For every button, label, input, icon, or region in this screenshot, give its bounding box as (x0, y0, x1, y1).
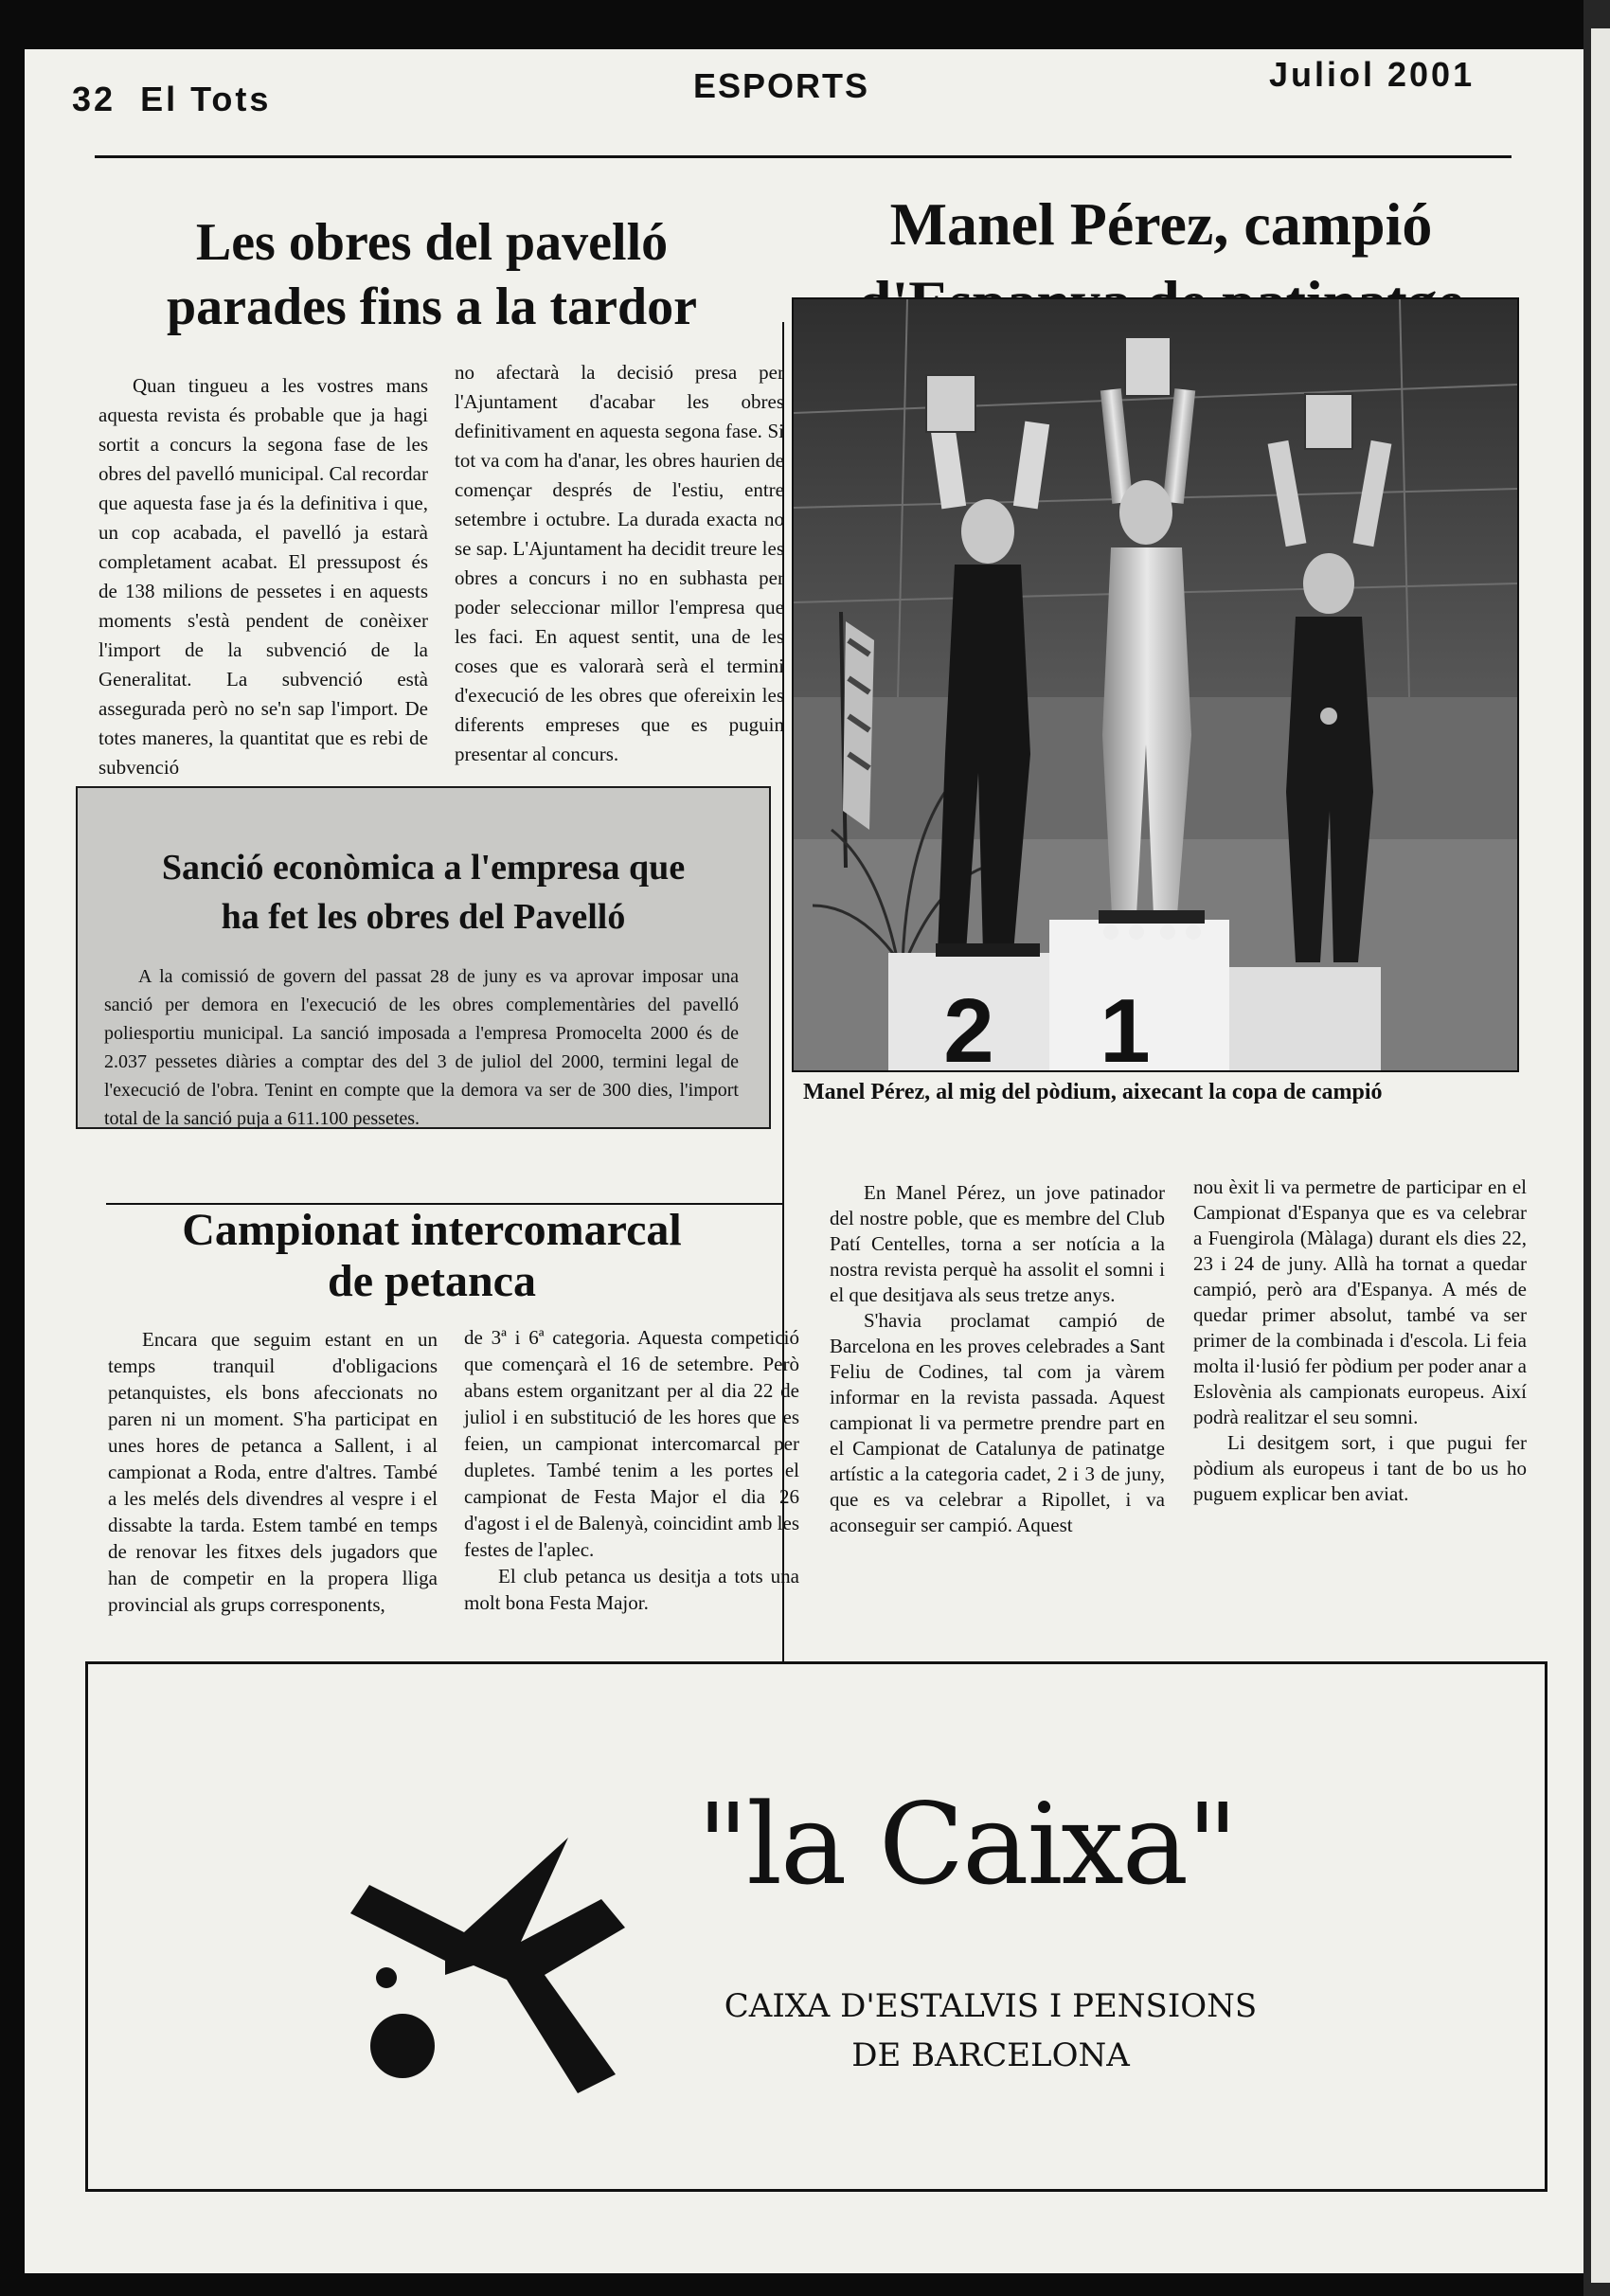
sancio-headline-line2: ha fet les obres del Pavelló (221, 897, 626, 937)
la-caixa-subtitle-line1: CAIXA D'ESTALVIS I PENSIONS (724, 1987, 1258, 2025)
photo-caption: Manel Pérez, al mig del pòdium, aixecant la copa de campió (803, 1080, 1383, 1104)
sancio-headline (95, 843, 752, 942)
podium-illustration (794, 299, 1517, 1070)
la-caixa-advertisement (85, 1661, 1547, 2192)
manel-text-col1 (830, 1180, 1165, 1538)
petanca-text-col2 (464, 1324, 799, 1616)
manel-text-col1-p1: En Manel Pérez, un jove patinador del nostre poble, que es membre del Club Patí Centelles, torna a ser notícia a la nostra revista perquè ha assolit el somni i el que desitjava als seus tretze anys. (830, 1181, 1165, 1306)
issue-date: Juliol 2001 (1269, 55, 1476, 94)
petanca-headline (100, 1205, 763, 1307)
podium-block-third (1229, 967, 1381, 1070)
section-label: ESPORTS (693, 66, 870, 105)
pavello-headline-line1: Les obres del pavelló (195, 213, 669, 272)
petanca-text-col2-p1: de 3ª i 6ª categoria. Aquesta competició que començarà el 16 de setembre. Però abans estem organitzant per al dia 22 de juliol i en substitució de les hores que es feien, un campionat intercomarcal per dupletes. També tenim a les portes el campionat de Festa Major el dia 26 d'agost i el de Balenyà, coincidint amb les festes de l'aplec. (464, 1326, 799, 1561)
la-caixa-brand: "la Caixa" (697, 1779, 1237, 1910)
petanca-headline-line1: Campionat intercomarcal (182, 1205, 682, 1255)
pavello-headline-line2: parades fins a la tardor (167, 278, 697, 336)
podium-photo (792, 297, 1519, 1072)
page-header-left (72, 80, 271, 119)
podium-number-second: 2 (943, 980, 994, 1070)
page-number: 32 (72, 80, 116, 118)
manel-text-col1-p2: S'havia proclamat campió de Barcelona en les proves celebrades a Sant Feliu de Codines, tal com ja vàrem informar en la revista passada. Aquest campionat li va permetre prendre part en el Campionat de Catalunya de patinatge artístic a la categoria cadet, 2 i 3 de juny, que es va celebrar a Ripollet, i va aconseguir ser campió. Aquest (830, 1309, 1165, 1536)
next-page-edge (1591, 28, 1610, 2283)
pavello-text-col2: no afectarà la decisió presa per l'Ajuntament d'acabar les obres definitivament en aquesta segona fase. Si tot va com ha d'anar, les obres haurien de començar després de l'estiu, entre setembre i octubre. La durada exacta no se sap. L'Ajuntament ha decidit treure les obres a concurs i no en subhasta per poder seleccionar millor l'empresa que les faci. En aquest sentit, una de les coses que es valorarà serà el termini d'execució de les obres que ofereixin les diferents empreses que es puguin presentar al concurs. (455, 361, 784, 765)
sancio-headline-line1: Sanció econòmica a l'empresa que (161, 848, 686, 888)
la-caixa-subtitle-line2: DE BARCELONA (851, 2036, 1130, 2074)
manel-headline-line1: Manel Pérez, campió (889, 190, 1433, 258)
pavello-headline (91, 210, 773, 339)
manel-text-col2-p1: nou èxit li va permetre de participar en el Campionat d'Espanya que es va celebrar a Fuengirola (Màlaga) durant els dies 22, 23 i 24 de juny. Allà ha tornat a quedar campió, però ara d'Espanya. A més de quedar primer absolut, també va ser primer de la combinada i d'escola. Li feia molta il·lusió fer pòdium per poder anar a Eslovènia als campionats europeus. Així podrà realitzar el seu somni. (1193, 1175, 1527, 1428)
petanca-text-col2-p2: El club petanca us desitja a tots una molt bona Festa Major. (464, 1565, 799, 1614)
sancio-text: A la comissió de govern del passat 28 de juny es va aprovar imposar una sanció per demora en l'execució de les obres complementàries del pavelló poliesportiu municipal. La sanció imposada a l'empresa Promocelta 2000 és de 2.037 pessetes diàries a comptar des del 3 de juliol del 2000, termini legal de l'execució de l'obra. Tenint en compte que la demora va ser de 300 dies, l'import total de la sanció puja a 611.100 pessetes. (104, 966, 739, 1129)
la-caixa-star-logo-icon (331, 1819, 644, 2131)
podium-number-first: 1 (1100, 980, 1151, 1070)
header-rule (95, 155, 1512, 158)
petanca-headline-line2: de petanca (328, 1256, 536, 1306)
petanca-text-col1: Encara que seguim estant en un temps tranquil d'obligacions petanquistes, els bons afeccionats no paren ni un moment. S'ha participat en unes hores de petanca a Sallent, i al campionat a Roda, entre d'altres. També a les melés dels divendres al vespre i el dissabte la tarda. Estem també en temps de renovar les fitxes dels jugadors que han de competir en la propera lliga provincial als grups corresponents, (108, 1328, 438, 1616)
pavello-text-col1: Quan tingueu a les vostres mans aquesta revista és probable que ja hagi sortit a concurs la segona fase de les obres del pavelló municipal. Cal recordar que aquesta fase ja és la definitiva i que, un cop acabada, el pavelló ja estarà completament acabat. El pressupost és de 138 milions de pessetes i en aquests moments s'està pendent de conèixer l'import de la subvenció de la Generalitat. La subvenció està assegurada però no se'n sap l'import. De totes maneres, la quantitat que es rebi de subvenció (98, 374, 428, 779)
manel-text-col2 (1193, 1175, 1527, 1507)
manel-text-col2-p2: Li desitgem sort, i que pugui fer pòdium als europeus i tant de bo us ho puguem explicar ben aviat. (1193, 1431, 1527, 1505)
publication-name: El Tots (140, 80, 272, 118)
